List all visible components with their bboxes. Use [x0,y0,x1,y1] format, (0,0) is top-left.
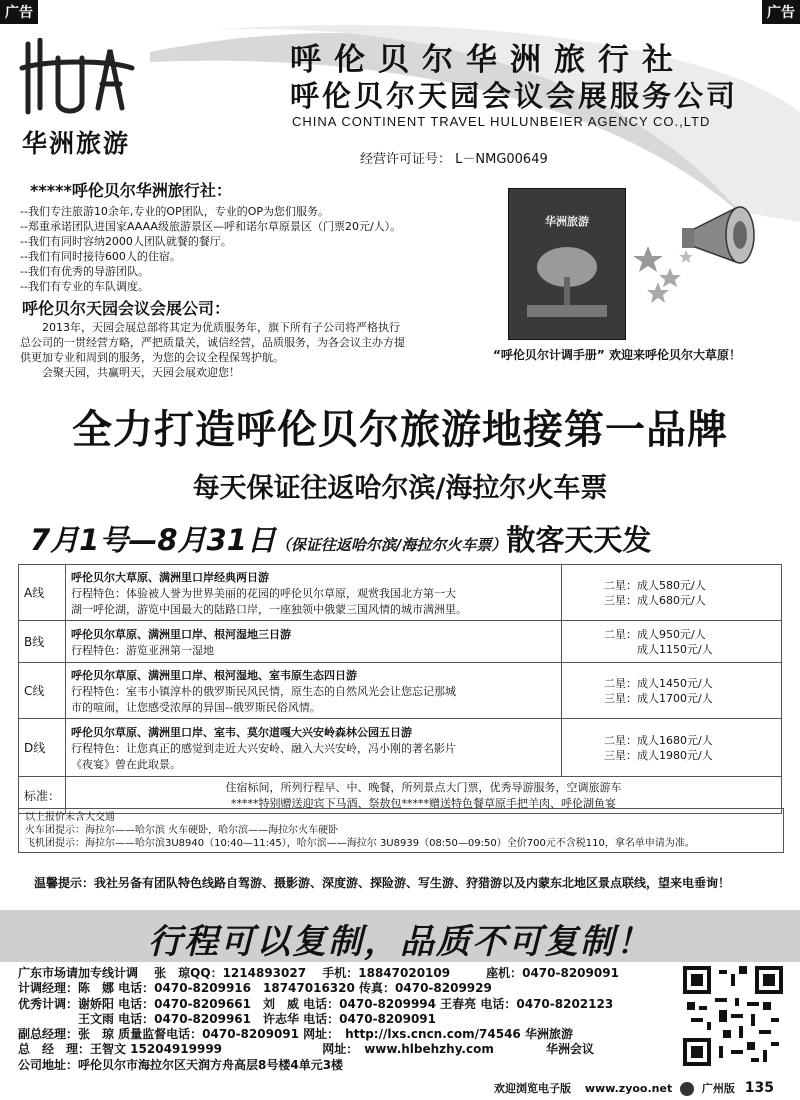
daily-departure: 散客天天发 [506,523,652,557]
contact-line: 王文雨 电话：0470-8209961 许志华 电话：0470-8209091 [18,1011,437,1026]
page-number: 135 [744,1080,774,1096]
page-footer [494,1080,774,1096]
route-price: 二星：成人1680元/人 三星：成人1980元/人 [562,719,782,777]
agency-bullet-list [20,204,401,294]
list-item: --郑重承诺团队进国家AAAA级旅游景区—呼和诺尔草原景区（门票20元/人）。 [20,220,402,233]
company-paragraph: 2013年，天园会展总部将其定为优质服务年，旗下所有子公司将严格执行 总公司的一贯经营方略，严把质量关，诚信经营，品质服务，为各会议主办方提 供更加专业和周到的服务，为您的会议全程保驾护航。 会聚天园，共赢明天，天园会展欢迎您！ [20,321,405,379]
contact-line: 广东市场请加专线计调 张 琼QQ：1214893027 手机：18847020109 座机：0470-8209091 [18,966,619,980]
transport-note: 以上报价未含大交通 火车团提示：海拉尔——哈尔滨 火车硬卧，哈尔滨——海拉尔火车硬卧 飞机团提示：海拉尔——哈尔滨3U8940（10:40—11:45），哈尔滨——海拉尔 3U8939（08:50—09:50）全价700元不含税110，拿名单申请为准。 [18,808,784,853]
table-row [19,565,782,621]
route-code: A线 [19,565,66,621]
table-row [19,621,782,663]
standard-label: 标准： [19,777,66,814]
handbook-cover-image [508,188,626,340]
route-name: 呼伦贝尔草原、满洲里口岸、室韦、莫尔道嘎大兴安岭森林公园五日游 [71,725,412,739]
table-row [19,663,782,719]
route-name: 呼伦贝尔大草原、满洲里口岸经典两日游 [71,570,269,584]
ad-tag-right: 广告 [762,0,800,24]
qr-code[interactable] [683,966,783,1066]
route-detail: 呼伦贝尔草原、满洲里口岸、室韦、莫尔道嘎大兴安岭森林公园五日游 行程特色：让您真正的感觉到走近大兴安岭、融入大兴安岭，冯小刚的著名影片 《夜宴》曾在此取景。 [66,719,562,777]
footer-site-link[interactable]: www.zyoo.net [584,1082,673,1095]
contact-line: 副总经理：张 琼 质量监督电话：0470-8209091 网址： http://lxs.cncn.com/74546 华洲旅游 [18,1027,573,1042]
contact-line: 计调经理：陈 娜 电话：0470-8209916 18747016320 传真：0470-8209929 [18,981,492,996]
contact-block [18,966,619,1073]
route-detail: 呼伦贝尔草原、满洲里口岸、根河湿地三日游 行程特色：游览亚洲第一湿地 [66,621,562,663]
route-detail: 呼伦贝尔大草原、满洲里口岸经典两日游 行程特色：体验被人誉为世界美丽的花园的呼伦贝尔草原，观赏我国北方第一大 湖一呼伦湖，游览中国最大的陆路口岸，一座独领中俄蒙三国风情的城市满洲里。 [66,565,562,621]
route-price: 二星：成人580元/人 三星：成人680元/人 [562,565,782,621]
english-title: CHINA CONTINENT TRAVEL HULUNBEIER AGENCY CO.,LTD [292,114,711,129]
list-item: --我们专注旅游10余年,专业的OP团队，专业的OP为您们服务。 [20,205,330,218]
list-item: --我们有同时接待600人的住宿。 [20,250,181,263]
warm-tip: 温馨提示：我社另备有团队特色线路自驾游、摄影游、深度游、探险游、写生游、狩猎游以及内蒙东北地区景点联线，望来电垂询！ [34,876,731,890]
footer-welcome: 欢迎浏览电子版 [494,1082,571,1095]
route-code: D线 [19,719,66,777]
sub-slogan: 每天保证往返哈尔滨/海拉尔火车票 [192,473,608,504]
table-row [19,719,782,777]
logo-text: 华洲旅游 [22,129,131,158]
banner-slogan: 行程可以复制，品质不可复制！ [148,922,652,962]
contact-line: 优秀计调：谢娇阳 电话：0470-8209661 刘 威 电话：0470-8209994 王春亮 电话：0470-8202123 [18,996,614,1011]
routes-table [18,564,782,814]
handbook-logo: 华洲旅游 [545,215,589,228]
route-detail: 呼伦贝尔草原、满洲里口岸、根河湿地、室韦原生态四日游 行程特色：室韦小镇淳朴的俄罗斯民风民情，原生态的自然风光会让您忘记那城 市的喧闹，让您感受浓厚的异国--俄罗斯民俗风情。 [66,663,562,719]
list-item: --我们有优秀的导游团队。 [20,265,149,278]
ad-tag-left: 广告 [0,0,38,24]
contact-line: 总 经 理：王智文 15204919999 网址： www.hlbehzhy.com 华洲会议 [18,1042,595,1057]
tree-icon [527,237,607,317]
company-title: 呼伦贝尔天园会议会展服务公司 [290,79,739,113]
megaphone-icon [630,200,780,310]
main-slogan: 全力打造呼伦贝尔旅游地接第一品牌 [72,407,728,453]
date-range: 7月1号—8月31日 [30,523,276,557]
list-item: --我们有同时容纳2000人团队就餐的餐厅。 [20,235,232,248]
footer-edition: 广州版 [701,1082,735,1095]
route-code: B线 [19,621,66,663]
route-name: 呼伦贝尔草原、满洲里口岸、根河湿地、室韦原生态四日游 [71,668,357,682]
list-item: --我们有专业的车队调度。 [20,280,149,293]
route-name: 呼伦贝尔草原、满洲里口岸、根河湿地三日游 [71,627,291,641]
agency-section-title: *****呼伦贝尔华洲旅行社： [30,181,232,200]
route-price: 二星：成人950元/人 成人1150元/人 [562,621,782,663]
agency-title: 呼伦贝尔华洲旅行社 [290,42,686,78]
huazhou-logo [18,38,136,118]
license-number: 经营许可证号： L－NMG00649 [360,152,548,167]
date-line [30,518,651,559]
route-price: 二星：成人1450元/人 三星：成人1700元/人 [562,663,782,719]
company-section-title: 呼伦贝尔天园会议会展公司： [22,299,231,318]
handbook-caption: “呼伦贝尔计调手册” 欢迎来呼伦贝尔大草原！ [493,348,741,362]
date-note: （保证往返哈尔滨/海拉尔火车票） [275,536,507,554]
standard-detail: 住宿标间，所列行程早、中、晚餐，所列景点大门票，优秀导游服务，空调旅游车 *****特别赠送迎宾下马酒、祭敖包*****赠送特色餐草原手把羊肉、呼伦湖鱼宴 [66,777,782,814]
footer-badge-icon [680,1082,694,1096]
route-code: C线 [19,663,66,719]
contact-line: 公司地址：呼伦贝尔市海拉尔区天润方舟高层8号楼4单元3楼 [18,1057,344,1072]
